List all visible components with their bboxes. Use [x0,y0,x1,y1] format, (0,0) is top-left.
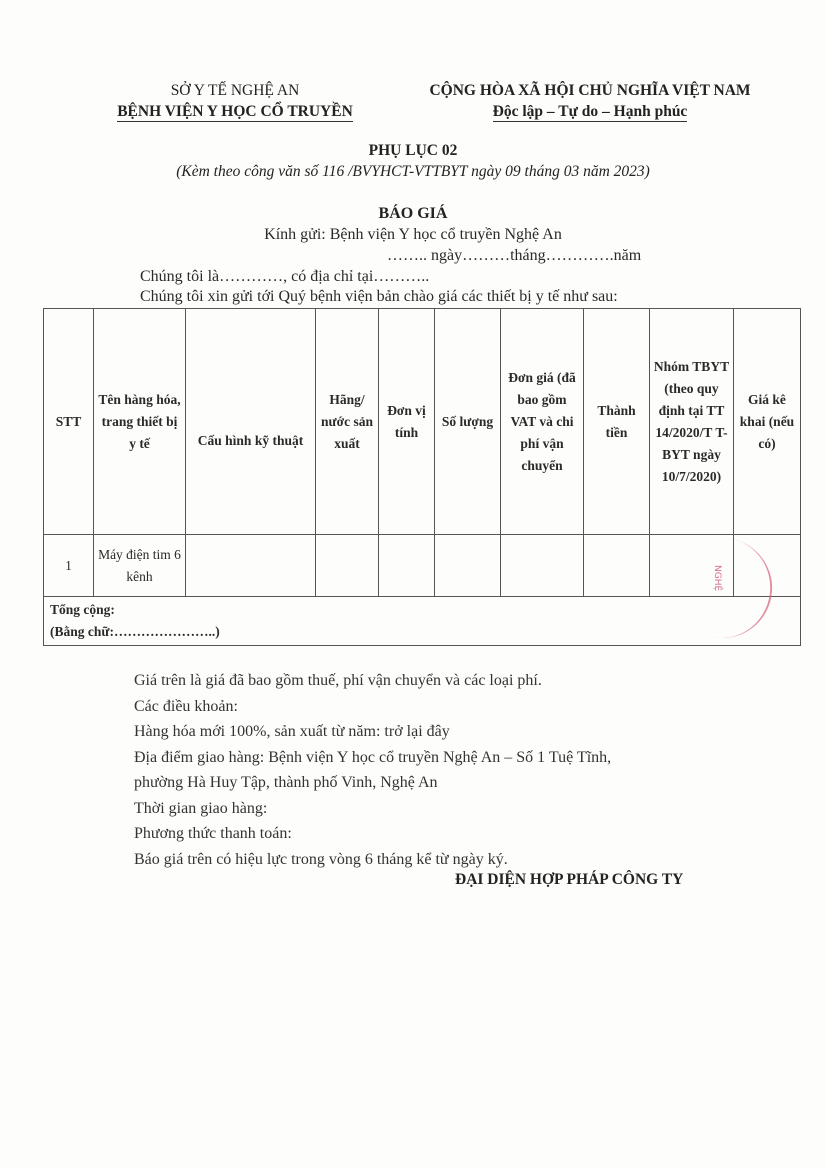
term-line: Báo giá trên có hiệu lực trong vòng 6 tháng kể từ ngày ký. [134,850,508,868]
total-label: Tổng cộng: [50,602,115,617]
country-motto: CỘNG HÒA XÃ HỘI CHỦ NGHĨA VIỆT NAM [429,82,751,99]
stamp-text: NGHỆ [712,565,722,592]
col-header: Đơn vị tính [379,309,435,535]
term-line: Phương thức thanh toán: [134,825,292,842]
table-header-row [44,309,801,535]
recipient-line: Kính gửi: Bệnh viện Y học cổ truyền Nghệ An [264,226,562,243]
col-header: Nhóm TBYT (theo quy định tại TT 14/2020/T T-BYT ngày 10/7/2020) [650,309,734,535]
term-line: Thời gian giao hàng: [134,799,268,817]
col-header: Hãng/ nước sản xuất [316,309,379,535]
term-line: phường Hà Huy Tập, thành phố Vinh, Nghệ An [134,774,438,791]
appendix-subtitle: (Kèm theo công văn số 116 /BVYHCT-VTTBYT ngày 09 tháng 03 năm 2023) [176,163,650,180]
department-name: SỞ Y TẾ NGHỆ AN [170,82,300,99]
quote-title: BÁO GIÁ [378,205,448,222]
hospital-name: BỆNH VIỆN Y HỌC CỔ TRUYỀN [117,103,353,120]
term-line: Giá trên là giá đã bao gồm thuế, phí vận chuyển và các loại phí. [134,672,542,689]
cell-empty [584,535,650,597]
col-header: Cấu hình kỹ thuật [186,309,316,535]
signature-title: ĐẠI DIỆN HỢP PHÁP CÔNG TY [455,871,684,888]
col-header: Tên hàng hóa, trang thiết bị y tế [94,309,186,535]
col-header: Giá kê khai (nếu có) [734,309,801,535]
total-in-words: (Bằng chữ:…………………..) [50,624,220,639]
term-line: Các điều khoản: [134,697,238,715]
terms-section [134,668,611,872]
col-header: Số lượng [435,309,501,535]
term-line: Hàng hóa mới 100%, sản xuất từ năm: trở lại đây [134,723,450,740]
cell-empty [186,535,316,597]
cell-empty [435,535,501,597]
total-row [44,597,801,646]
cell-empty [316,535,379,597]
country-slogan: Độc lập – Tự do – Hạnh phúc [492,103,688,120]
cell-empty [501,535,584,597]
col-header: Thành tiền [584,309,650,535]
cell-stt: 1 [44,535,94,597]
appendix-title: PHỤ LỤC 02 [368,142,458,159]
intro-line-2: Chúng tôi xin gửi tới Quý bệnh viện bản chào giá các thiết bị y tế như sau: [140,288,618,305]
cell-empty [379,535,435,597]
cell-item-name: Máy điện tim 6 kênh [94,535,186,597]
col-header: STT [44,309,94,535]
header-right [400,80,780,122]
date-line: …….. ngày………tháng………….năm [387,247,642,264]
quote-table [43,308,801,646]
total-cell [44,597,801,646]
intro-line-1: Chúng tôi là…………, có địa chỉ tại……….. [140,268,430,285]
term-line: Địa điểm giao hàng: Bệnh viện Y học cổ truyền Nghệ An – Số 1 Tuệ Tĩnh, [134,748,612,766]
table-row [44,535,801,597]
col-header: Đơn giá (đã bao gồm VAT và chi phí vận chuyển [501,309,584,535]
header-left [90,80,380,122]
